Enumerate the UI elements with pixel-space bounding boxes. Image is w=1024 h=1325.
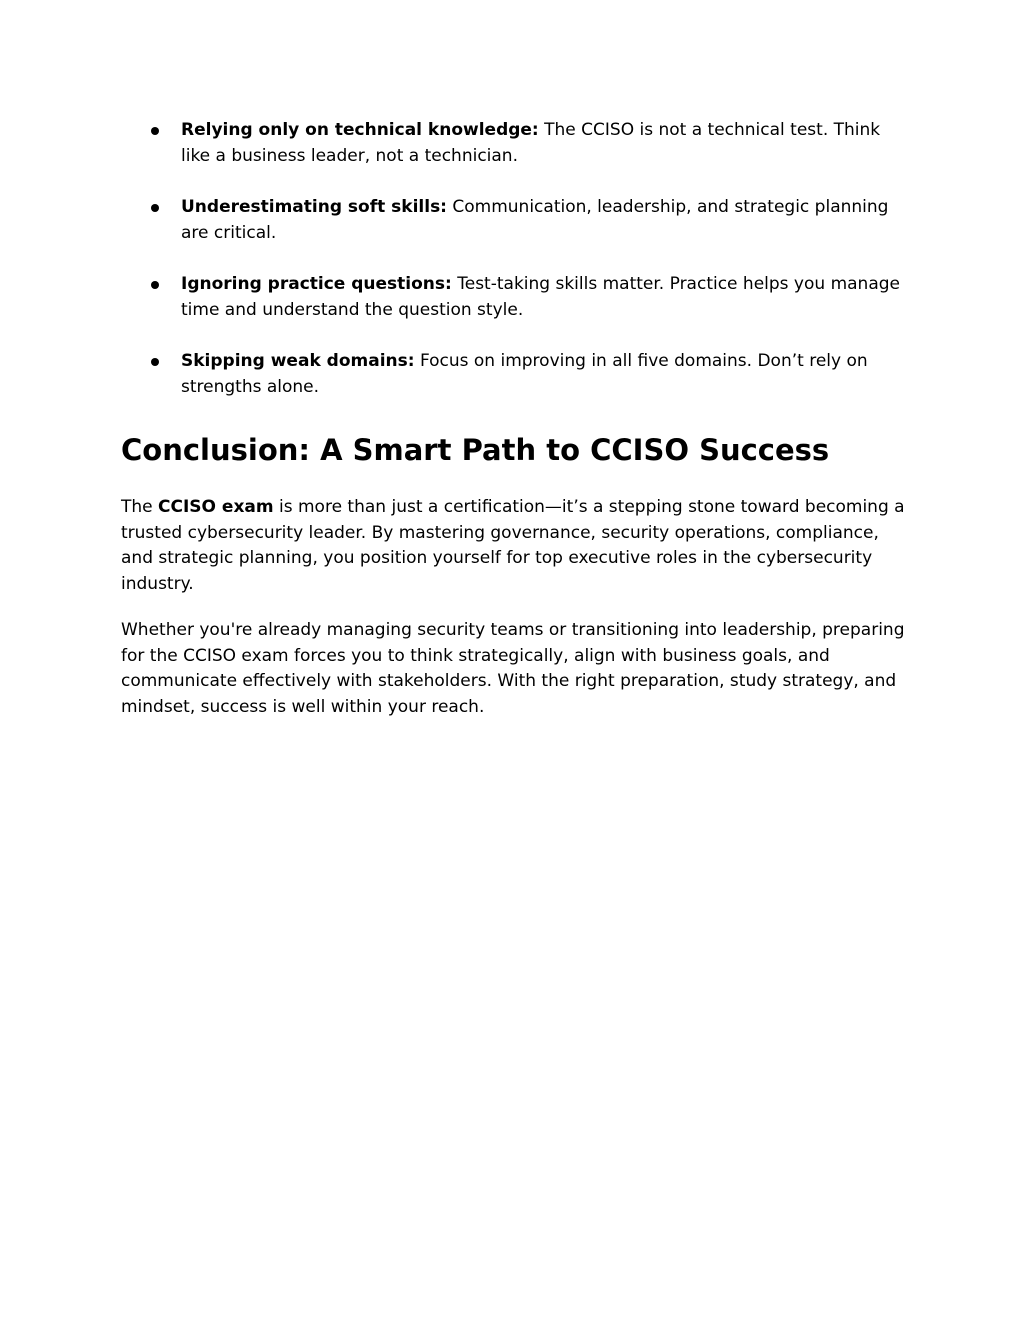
list-item-title: Skipping weak domains: <box>181 351 415 371</box>
document-page <box>121 117 911 721</box>
conclusion-heading: Conclusion: A Smart Path to CCISO Success <box>121 433 830 467</box>
list-item-text: Communication, leadership, and strategic planning are critical. <box>181 197 889 243</box>
list-item <box>121 194 911 246</box>
list-item-text: The CCISO is not a technical test. Think like a business leader, not a technician. <box>181 120 881 166</box>
list-item <box>121 348 911 400</box>
bullet-icon <box>151 204 159 212</box>
bullet-icon <box>151 127 159 135</box>
list-item-title: Underestimating soft skills: <box>181 197 447 217</box>
list-item-text: Test-taking skills matter. Practice helps you manage time and understand the question style. <box>181 274 900 320</box>
list-item-title: Ignoring practice questions: <box>181 274 452 294</box>
paragraph-prefix: The <box>121 497 159 517</box>
paragraph-suffix: is more than just a certification—it’s a stepping stone toward becoming a trusted cybersecurity leader. By mastering governance, security operations, compliance, and strategic planning, you position yourself for top executive roles in the cybersecurity industry. <box>121 497 905 595</box>
list-item-title: Relying only on technical knowledge: <box>181 120 539 140</box>
list-item <box>121 117 911 169</box>
bullet-icon <box>151 281 159 289</box>
conclusion-paragraph-1 <box>121 495 911 598</box>
bullet-icon <box>151 358 159 366</box>
paragraph-emphasis: CCISO exam <box>158 497 274 517</box>
list-item-text: Focus on improving in all five domains. Don’t rely on strengths alone. <box>181 351 868 397</box>
list-item <box>121 271 911 323</box>
conclusion-paragraph-2: Whether you're already managing security teams or transitioning into leadership, preparing for the CCISO exam forces you to think strategically, align with business goals, and communicate effectively with stakeholders. With the right preparation, study strategy, and mindset, success is well within your reach. <box>121 619 905 717</box>
mistakes-list <box>121 117 911 400</box>
